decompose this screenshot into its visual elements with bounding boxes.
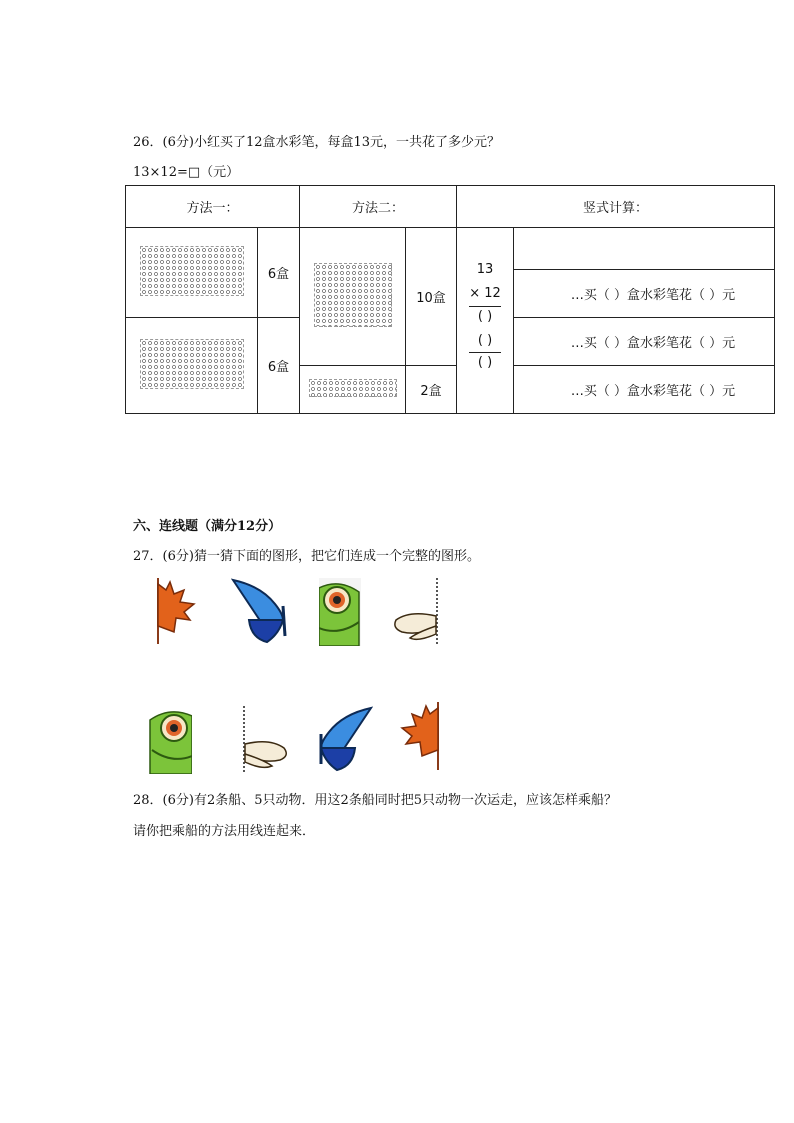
frog-half-icon[interactable] bbox=[319, 578, 361, 646]
section6-title: 六、连线题（满分12分） bbox=[133, 519, 282, 534]
q26-formula: 13×12=□（元） bbox=[133, 165, 240, 180]
m2-boxes-1: 10盒 bbox=[406, 228, 457, 366]
butterfly-half-icon[interactable] bbox=[231, 576, 287, 646]
dragonfly-half-icon[interactable] bbox=[390, 576, 440, 646]
q27-text: 27．(6分)猜一猜下面的图形，把它们连成一个完整的图形。 bbox=[133, 549, 480, 564]
q28-text: 28．(6分)有2条船、5只动物．用这2条船同时把5只动物一次运走，应该怎样乘船？ bbox=[133, 793, 618, 808]
vertical-header: 竖式计算： bbox=[457, 186, 775, 228]
m2-boxes-2: 2盒 bbox=[406, 366, 457, 414]
vertical-partial-1: ( ) bbox=[477, 309, 493, 324]
m2-dot-array-2 bbox=[300, 366, 406, 414]
butterfly-half-icon[interactable] bbox=[319, 704, 373, 774]
vertical-top: 13 bbox=[476, 262, 494, 277]
m1-boxes-1: 6盒 bbox=[258, 228, 300, 318]
blank-cell bbox=[514, 228, 775, 270]
m1-dot-array-2 bbox=[126, 318, 258, 414]
method1-header: 方法一： bbox=[126, 186, 300, 228]
q26-text: 26．(6分)小红买了12盒水彩笔，每盒13元，一共花了多少元？ bbox=[133, 135, 501, 150]
m2-dot-array-1 bbox=[300, 228, 406, 366]
maple-leaf-half-icon[interactable] bbox=[156, 576, 198, 646]
frog-half-icon[interactable] bbox=[146, 706, 192, 774]
answer-row-3[interactable]: …买（ ）盒水彩笔花（ ）元 bbox=[514, 366, 775, 414]
answer-row-1[interactable]: …买（ ）盒水彩笔花（ ）元 bbox=[514, 270, 775, 318]
method2-header: 方法二： bbox=[300, 186, 457, 228]
answer-row-2[interactable]: …买（ ）盒水彩笔花（ ）元 bbox=[514, 318, 775, 366]
calculation-table bbox=[125, 185, 775, 414]
m1-boxes-2: 6盒 bbox=[258, 318, 300, 414]
q28-text2: 请你把乘船的方法用线连起来． bbox=[133, 824, 316, 839]
dragonfly-half-icon[interactable] bbox=[240, 704, 292, 774]
maple-leaf-half-icon[interactable] bbox=[400, 700, 440, 772]
vertical-calc bbox=[457, 228, 514, 414]
m1-dot-array-1 bbox=[126, 228, 258, 318]
vertical-result: ( ) bbox=[477, 355, 493, 370]
vertical-partial-2: ( ) bbox=[477, 333, 493, 348]
vertical-mult: × 12 bbox=[469, 286, 501, 301]
